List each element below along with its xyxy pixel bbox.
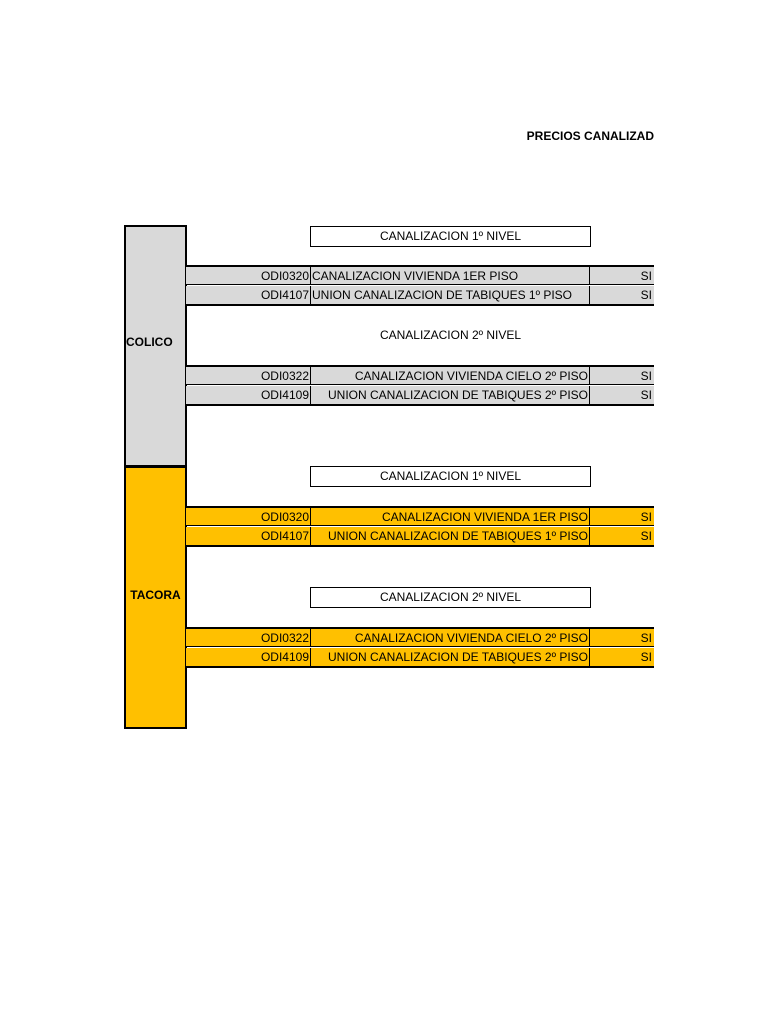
row-code: ODI0320: [186, 508, 311, 525]
row-flag: SI: [640, 529, 652, 543]
table-row: [186, 386, 654, 406]
row-code: ODI4109: [186, 386, 311, 404]
row-description: UNION CANALIZACION DE TABIQUES 2º PISO: [311, 648, 590, 666]
row-flag: SI: [640, 631, 652, 645]
row-description: CANALIZACION VIVIENDA 1ER PISO: [311, 267, 590, 284]
row-flag: SI: [640, 510, 652, 524]
nivel-header-colico-1: CANALIZACION 1º NIVEL: [310, 226, 591, 247]
row-code: ODI0322: [186, 367, 311, 384]
row-description: CANALIZACION VIVIENDA 1ER PISO: [311, 508, 590, 525]
page-title: PRECIOS CANALIZAD: [526, 129, 654, 143]
table-row: [186, 648, 654, 668]
table-row: [186, 265, 654, 285]
section-block-tacora: [124, 466, 187, 729]
row-description: UNION CANALIZACION DE TABIQUES 2º PISO: [311, 386, 590, 404]
nivel-header-tacora-2: CANALIZACION 2º NIVEL: [310, 587, 591, 608]
table-row: [186, 506, 654, 526]
nivel-header-tacora-1: CANALIZACION 1º NIVEL: [310, 466, 591, 487]
section-label-tacora: TACORA: [130, 588, 181, 602]
row-description: CANALIZACION VIVIENDA CIELO 2º PISO: [311, 367, 590, 384]
row-code: ODI0322: [186, 629, 311, 646]
row-code: ODI4107: [186, 527, 311, 545]
row-flag: SI: [640, 650, 652, 664]
row-flag: SI: [640, 388, 652, 402]
row-code: ODI4107: [186, 286, 311, 304]
row-description: CANALIZACION VIVIENDA CIELO 2º PISO: [311, 629, 590, 646]
row-flag: SI: [640, 288, 652, 302]
row-code: ODI4109: [186, 648, 311, 666]
section-label-colico: COLICO: [126, 335, 173, 349]
table-row: [186, 286, 654, 306]
table-row: [186, 365, 654, 385]
row-flag: SI: [640, 369, 652, 383]
row-flag: SI: [640, 269, 652, 283]
nivel-header-colico-2: CANALIZACION 2º NIVEL: [379, 328, 522, 342]
row-description: UNION CANALIZACION DE TABIQUES 1º PISO: [311, 286, 590, 304]
table-row: [186, 627, 654, 647]
row-description: UNION CANALIZACION DE TABIQUES 1º PISO: [311, 527, 590, 545]
table-row: [186, 527, 654, 547]
row-code: ODI0320: [186, 267, 311, 284]
section-block-colico: [124, 225, 187, 467]
